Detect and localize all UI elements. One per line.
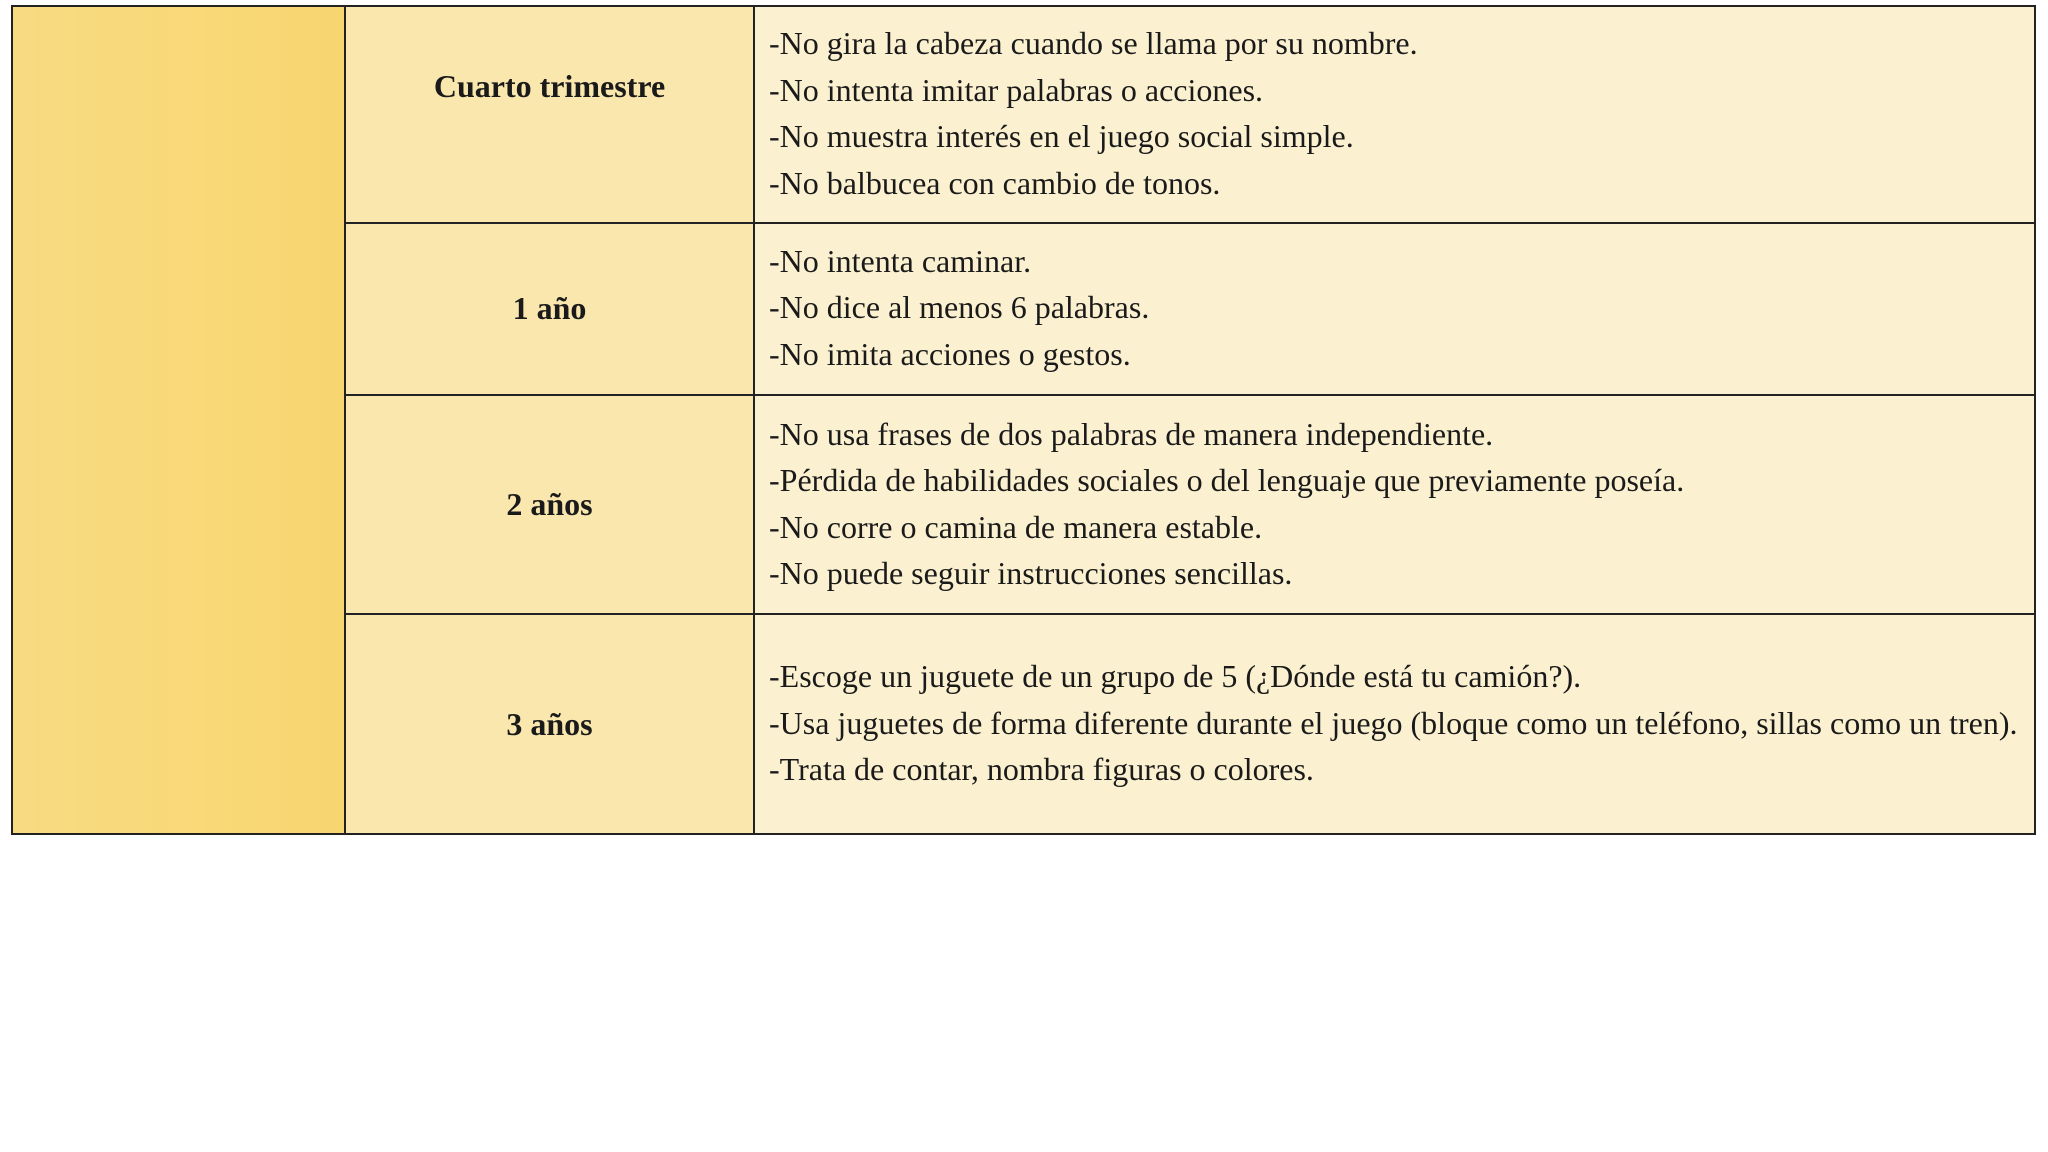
age-cell: [345, 614, 754, 834]
age-cell: [345, 395, 754, 615]
list-item: -Escoge un juguete de un grupo de 5 (¿Dónde está tu camión?).: [769, 658, 1582, 695]
age-label: 2 años: [506, 486, 593, 523]
list-item: -No dice al menos 6 palabras.: [769, 289, 1150, 326]
table-row: [12, 6, 2035, 223]
list-item: -No gira la cabeza cuando se llama por su nombre.: [769, 25, 1418, 62]
list-item: -No intenta imitar palabras o acciones.: [769, 71, 1264, 108]
list-item: -No intenta caminar.: [769, 242, 1032, 279]
category-cell: [12, 6, 345, 834]
warning-signs-table: [11, 5, 2036, 835]
list-item: -No muestra interés en el juego social simple.: [769, 118, 1354, 155]
list-item: -No usa frases de dos palabras de manera independiente.: [769, 415, 1494, 452]
list-item: -Usa juguetes de forma diferente durante el juego (bloque como un teléfono, sillas como un tren).: [769, 704, 2018, 741]
signs-cell: [754, 395, 2035, 615]
signs-cell: [754, 223, 2035, 395]
age-cell: [345, 6, 754, 223]
list-item: -No puede seguir instrucciones sencillas.: [769, 555, 1293, 592]
list-item: -No corre o camina de manera estable.: [769, 508, 1263, 545]
signs-cell: [754, 6, 2035, 223]
signs-cell: [754, 614, 2035, 834]
list-item: -Trata de contar, nombra figuras o colores.: [769, 751, 1314, 788]
list-item: -No balbucea con cambio de tonos.: [769, 164, 1221, 201]
list-item: -No imita acciones o gestos.: [769, 335, 1131, 372]
age-label: Cuarto trimestre: [433, 67, 666, 104]
age-cell: [345, 223, 754, 395]
list-item: -Pérdida de habilidades sociales o del lenguaje que previamente poseía.: [769, 462, 1685, 499]
age-label: 3 años: [506, 705, 593, 742]
age-label: 1 año: [512, 290, 587, 327]
